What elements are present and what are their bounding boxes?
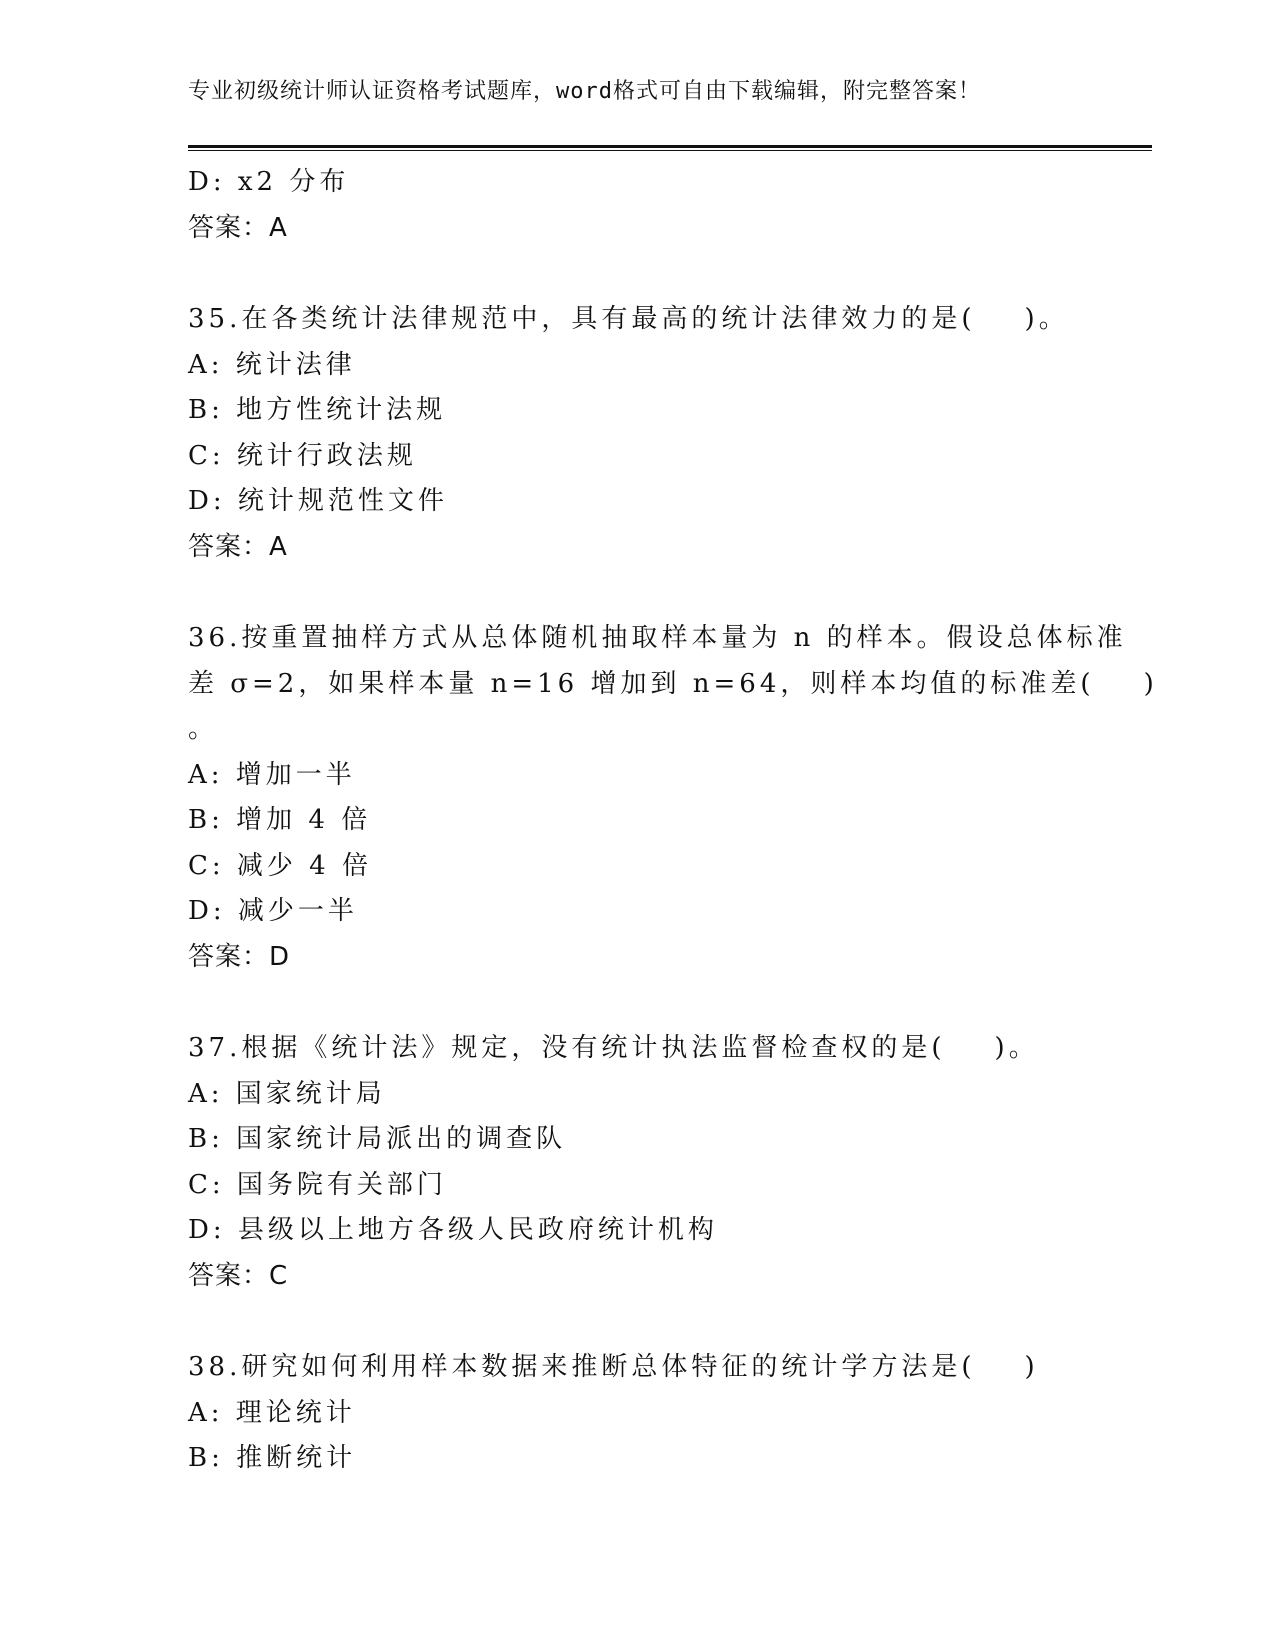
option-a: A: 国家统计局 (188, 1078, 386, 1109)
option-d: D: x2 分布 (188, 167, 350, 197)
option-a: A: 统计法律 (188, 349, 356, 380)
spacer (188, 1299, 1088, 1345)
question-38 (188, 1345, 1088, 1482)
question-text: 38.研究如何利用样本数据来推断总体特征的统计学方法是( ) (188, 1352, 1039, 1382)
question-text: 37.根据《统计法》规定，没有统计执法监督检查权的是( )。 (188, 1033, 1039, 1063)
option-b: B: 国家统计局派出的调查队 (188, 1124, 567, 1154)
option-d: D: 县级以上地方各级人民政府统计机构 (188, 1215, 718, 1245)
option-b: B: 地方性统计法规 (188, 395, 447, 425)
answer-line: 答案：A (188, 531, 288, 562)
answer-line: 答案：D (188, 941, 291, 972)
question-36 (188, 616, 1158, 980)
option-d: D: 统计规范性文件 (188, 486, 448, 516)
answer-line: 答案：A (188, 212, 288, 243)
header-rule-thin (188, 150, 1152, 151)
option-a: A: 理论统计 (188, 1397, 356, 1428)
question-text-continued: 差 σ=2，如果样本量 n=16 增加到 n=64，则样本均值的标准差( ) (188, 668, 1158, 699)
header-rule-thick (188, 145, 1152, 148)
question-text: 35.在各类统计法律规范中，具有最高的统计法律效力的是( )。 (188, 304, 1069, 334)
question-35 (188, 297, 1088, 570)
page-header: 专业初级统计师认证资格考试题库，word格式可自由下载编辑，附完整答案！ (188, 79, 981, 104)
question-37 (188, 1026, 1088, 1299)
question-content (188, 160, 1158, 1482)
option-c: C: 减少 4 倍 (188, 850, 372, 881)
option-a: A: 增加一半 (188, 759, 356, 790)
previous-question-tail (188, 160, 1088, 251)
answer-line: 答案：C (188, 1260, 289, 1291)
spacer (188, 980, 1088, 1026)
question-text: 36.按重置抽样方式从总体随机抽取样本量为 n 的样本。假设总体标准 (188, 623, 1127, 653)
option-d: D: 减少一半 (188, 896, 358, 926)
option-b: B: 增加 4 倍 (188, 805, 372, 835)
spacer (188, 251, 1088, 297)
option-c: C: 国务院有关部门 (188, 1169, 447, 1200)
option-c: C: 统计行政法规 (188, 440, 417, 471)
question-text-end: 。 (188, 714, 219, 744)
spacer (188, 570, 1088, 616)
option-b: B: 推断统计 (188, 1443, 357, 1473)
